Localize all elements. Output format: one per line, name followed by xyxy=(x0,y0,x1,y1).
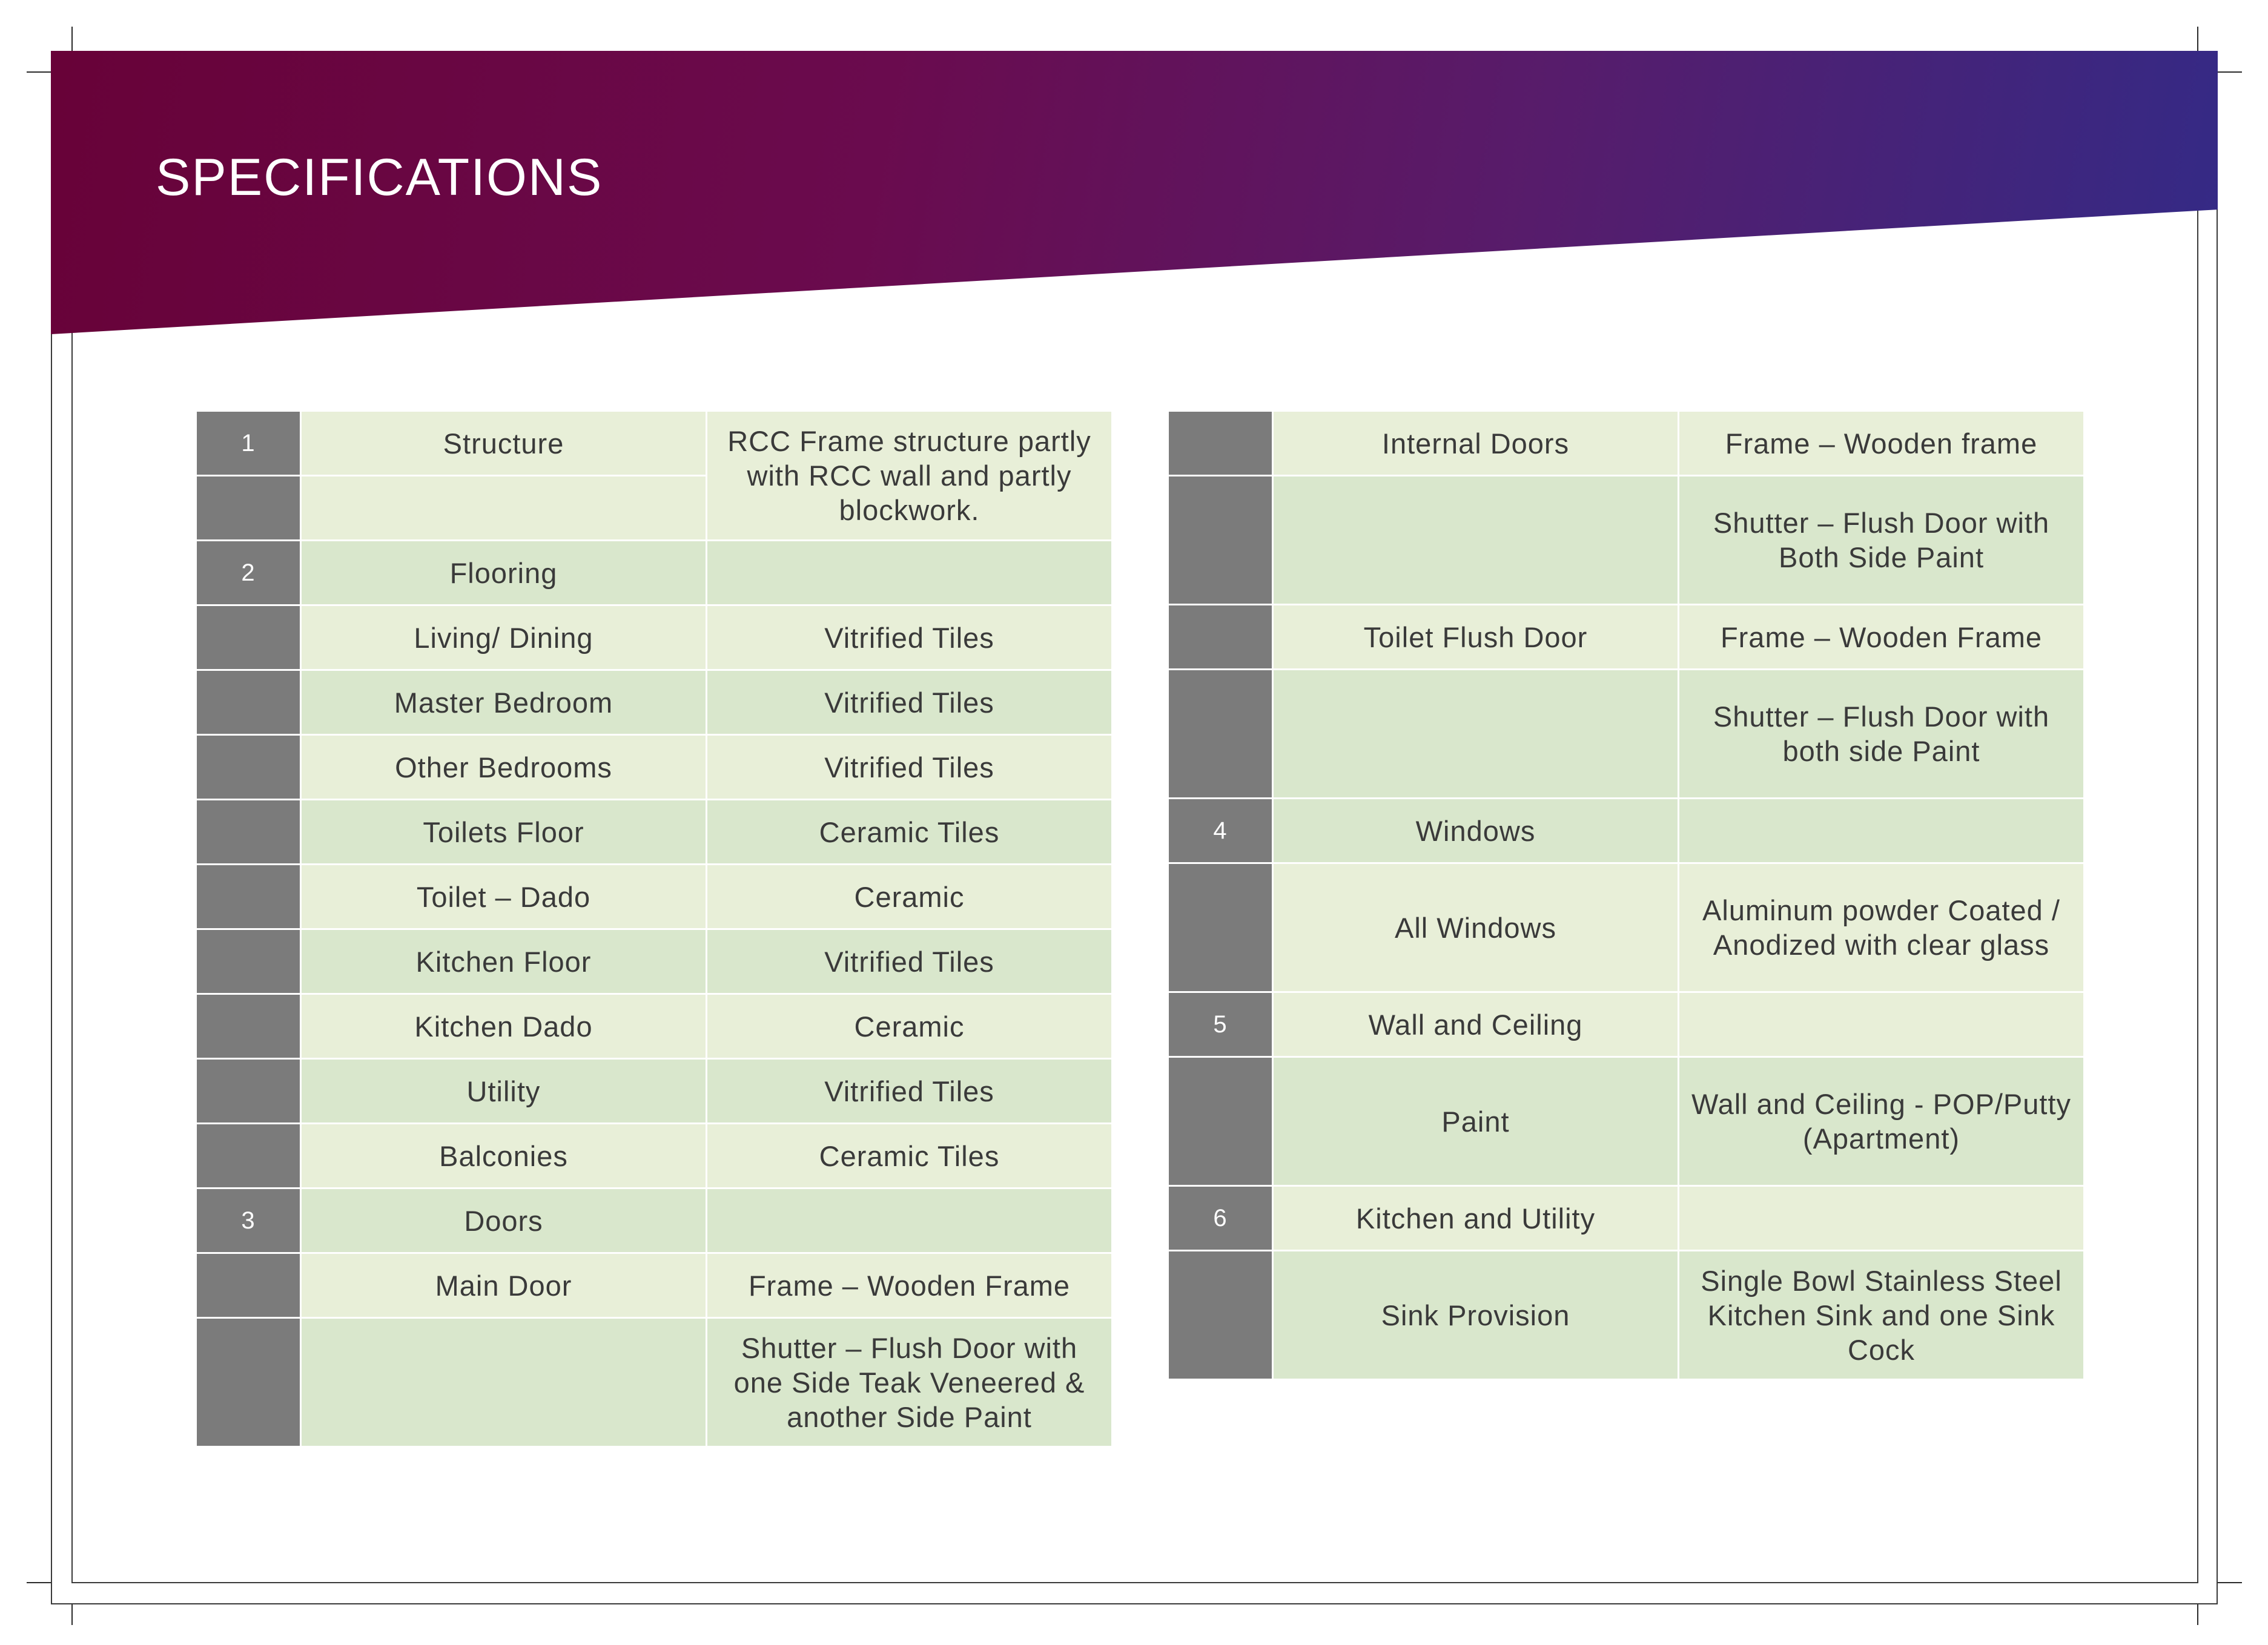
item-cell: Balconies xyxy=(302,1124,706,1187)
section-number xyxy=(1169,412,1272,475)
section-number xyxy=(1169,670,1272,797)
section-number xyxy=(197,671,300,734)
spec-cell: Ceramic xyxy=(707,865,1111,928)
table-row xyxy=(197,1319,1111,1446)
item-cell: Windows xyxy=(1274,799,1678,862)
section-number xyxy=(197,1060,300,1122)
crop-mark xyxy=(27,1582,51,1583)
table-row xyxy=(1169,412,2083,475)
crop-mark xyxy=(2197,27,2198,51)
spec-cell: Aluminum powder Coated / Anodized with clear glass xyxy=(1679,864,2083,991)
item-cell: Kitchen Floor xyxy=(302,930,706,993)
table-row xyxy=(197,865,1111,928)
section-number xyxy=(197,800,300,863)
spec-cell: Shutter – Flush Door with one Side Teak Veneered & another Side Paint xyxy=(707,1319,1111,1446)
section-number xyxy=(1169,1058,1272,1185)
table-row xyxy=(1169,605,2083,668)
specifications-table-right xyxy=(1167,410,2085,1380)
section-number: 2 xyxy=(197,541,300,604)
crop-mark xyxy=(27,71,51,73)
item-cell xyxy=(1274,476,1678,604)
spec-cell: Vitrified Tiles xyxy=(707,606,1111,669)
section-number xyxy=(197,736,300,799)
item-cell: Kitchen and Utility xyxy=(1274,1187,1678,1250)
section-number: 3 xyxy=(197,1189,300,1252)
item-cell: Utility xyxy=(302,1060,706,1122)
item-cell: Doors xyxy=(302,1189,706,1252)
table-row xyxy=(197,930,1111,993)
item-cell: All Windows xyxy=(1274,864,1678,991)
spec-cell xyxy=(707,1189,1111,1252)
table-row xyxy=(197,800,1111,863)
section-number xyxy=(197,1254,300,1317)
specifications-table-left xyxy=(195,410,1113,1448)
item-cell: Structure xyxy=(302,412,706,475)
item-cell xyxy=(302,1319,706,1446)
spec-cell xyxy=(707,541,1111,604)
item-cell: Toilet Flush Door xyxy=(1274,605,1678,668)
table-row xyxy=(1169,1251,2083,1379)
spec-cell: Single Bowl Stainless Steel Kitchen Sink and one Sink Cock xyxy=(1679,1251,2083,1379)
section-number: 5 xyxy=(1169,993,1272,1056)
item-cell: Flooring xyxy=(302,541,706,604)
spec-cell: Shutter – Flush Door with both side Paint xyxy=(1679,670,2083,797)
table-row xyxy=(1169,476,2083,604)
section-number xyxy=(197,995,300,1058)
spec-cell: Vitrified Tiles xyxy=(707,1060,1111,1122)
section-number xyxy=(197,865,300,928)
spec-cell xyxy=(1679,993,2083,1056)
crop-mark xyxy=(71,27,73,51)
crop-mark xyxy=(2218,1582,2242,1583)
item-cell xyxy=(1274,670,1678,797)
spec-cell xyxy=(1679,799,2083,862)
table-row xyxy=(1169,670,2083,797)
section-number xyxy=(197,930,300,993)
section-number xyxy=(197,476,300,539)
spec-cell xyxy=(1679,1187,2083,1250)
spec-cell: Vitrified Tiles xyxy=(707,736,1111,799)
table-row xyxy=(1169,1187,2083,1250)
crop-mark xyxy=(2197,1604,2198,1625)
table-row xyxy=(197,606,1111,669)
section-number xyxy=(197,606,300,669)
table-row xyxy=(197,541,1111,604)
table-row xyxy=(197,736,1111,799)
section-number xyxy=(1169,476,1272,604)
item-cell: Other Bedrooms xyxy=(302,736,706,799)
spec-cell: Frame – Wooden Frame xyxy=(707,1254,1111,1317)
spec-cell: Vitrified Tiles xyxy=(707,930,1111,993)
item-cell: Kitchen Dado xyxy=(302,995,706,1058)
table-row xyxy=(197,412,1111,475)
table-row xyxy=(197,1060,1111,1122)
section-number xyxy=(1169,605,1272,668)
table-row xyxy=(1169,799,2083,862)
item-cell: Sink Provision xyxy=(1274,1251,1678,1379)
item-cell: Master Bedroom xyxy=(302,671,706,734)
table-row xyxy=(197,671,1111,734)
item-cell: Internal Doors xyxy=(1274,412,1678,475)
section-number: 1 xyxy=(197,412,300,475)
spec-cell: Ceramic Tiles xyxy=(707,1124,1111,1187)
spec-cell: Wall and Ceiling - POP/Putty (Apartment) xyxy=(1679,1058,2083,1185)
item-cell: Paint xyxy=(1274,1058,1678,1185)
table-row xyxy=(197,1124,1111,1187)
crop-mark xyxy=(71,1604,73,1625)
item-cell: Living/ Dining xyxy=(302,606,706,669)
table-row xyxy=(197,995,1111,1058)
table-row xyxy=(1169,864,2083,991)
section-number xyxy=(197,1124,300,1187)
spec-cell: Shutter – Flush Door with Both Side Paint xyxy=(1679,476,2083,604)
spec-cell: Frame – Wooden frame xyxy=(1679,412,2083,475)
table-row xyxy=(197,1189,1111,1252)
section-number: 4 xyxy=(1169,799,1272,862)
section-number xyxy=(197,1319,300,1446)
page-title: SPECIFICATIONS xyxy=(156,148,603,206)
item-cell xyxy=(302,476,706,539)
spec-cell: RCC Frame structure partly with RCC wall and partly blockwork. xyxy=(707,412,1111,539)
spec-cell: Frame – Wooden Frame xyxy=(1679,605,2083,668)
table-row xyxy=(1169,993,2083,1056)
spec-cell: Ceramic Tiles xyxy=(707,800,1111,863)
section-number xyxy=(1169,1251,1272,1379)
section-number: 6 xyxy=(1169,1187,1272,1250)
section-number xyxy=(1169,864,1272,991)
table-row xyxy=(197,1254,1111,1317)
item-cell: Wall and Ceiling xyxy=(1274,993,1678,1056)
item-cell: Main Door xyxy=(302,1254,706,1317)
item-cell: Toilets Floor xyxy=(302,800,706,863)
item-cell: Toilet – Dado xyxy=(302,865,706,928)
spec-cell: Ceramic xyxy=(707,995,1111,1058)
table-row xyxy=(1169,1058,2083,1185)
crop-mark xyxy=(2218,71,2242,73)
spec-cell: Vitrified Tiles xyxy=(707,671,1111,734)
